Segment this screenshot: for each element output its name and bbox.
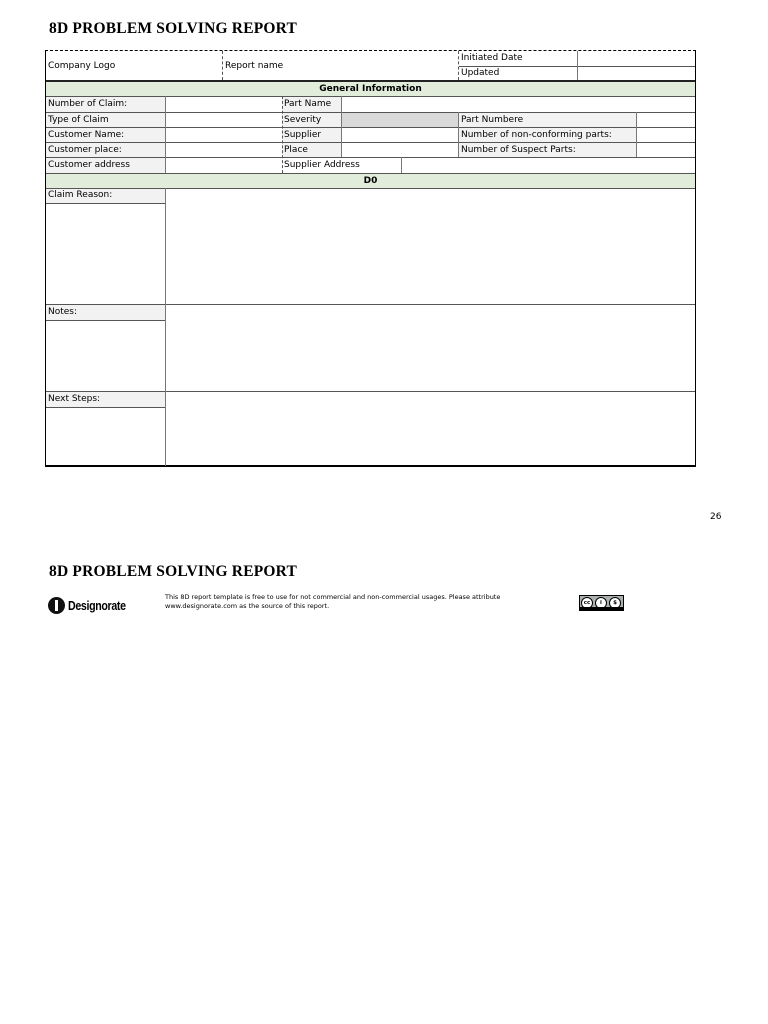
section-general-information: General Information (46, 82, 695, 96)
grid-line (46, 80, 695, 82)
supplier-input[interactable] (341, 128, 459, 143)
initiated-date-value[interactable] (577, 51, 695, 66)
grid-line (46, 391, 695, 392)
grid-line (46, 157, 695, 158)
place-label: Place (282, 143, 341, 158)
part-numbere-input[interactable] (636, 113, 695, 128)
next-steps-input[interactable] (165, 392, 695, 465)
suspect-parts-label: Number of Suspect Parts: (459, 143, 636, 158)
non-conforming-parts-input[interactable] (636, 128, 695, 143)
grid-line (458, 112, 459, 157)
license-note: This 8D report template is free to use for not commercial and non-commercial usages. Please attribute www.designorate.com as the source of this report. (165, 593, 501, 610)
license-strip (580, 607, 623, 610)
designorate-logo-icon (48, 597, 65, 614)
grid-line (222, 51, 223, 80)
place-input[interactable] (341, 143, 459, 158)
grid-line (165, 188, 166, 466)
updated-label: Updated (461, 68, 500, 78)
footer-title: 8D PROBLEM SOLVING REPORT (49, 563, 298, 580)
notes-label: Notes: (46, 305, 165, 320)
customer-address-label: Customer address (46, 158, 165, 173)
grid-line (282, 96, 283, 173)
grid-line (46, 304, 695, 305)
cc-icon: cc (581, 597, 593, 609)
creative-commons-icon[interactable] (579, 595, 624, 611)
attribution-icon: i (595, 597, 607, 609)
part-numbere-label: Part Numbere (459, 113, 636, 128)
noncommercial-icon: $ (609, 597, 621, 609)
grid-line (46, 173, 695, 174)
updated-value[interactable] (577, 66, 695, 81)
part-name-input[interactable] (341, 97, 695, 112)
claim-reason-input[interactable] (165, 188, 695, 304)
grid-line (165, 96, 166, 173)
type-of-claim-label: Type of Claim (46, 113, 165, 128)
grid-line (46, 142, 695, 143)
part-name-label: Part Name (282, 97, 341, 112)
customer-name-label: Customer Name: (46, 128, 165, 143)
report-form (45, 50, 696, 467)
number-of-claim-label: Number of Claim: (46, 97, 165, 112)
customer-place-input[interactable] (165, 143, 282, 158)
grid-line (577, 51, 578, 80)
customer-place-label: Customer place: (46, 143, 165, 158)
type-of-claim-input[interactable] (165, 113, 282, 128)
company-logo-field[interactable]: Company Logo (48, 61, 116, 71)
severity-label: Severity (282, 113, 341, 128)
supplier-label: Supplier (282, 128, 341, 143)
non-conforming-parts-label: Number of non-conforming parts: (459, 128, 636, 143)
notes-input[interactable] (165, 305, 695, 391)
grid-line (636, 112, 637, 157)
brand-name: Designorate (68, 598, 126, 613)
initiated-date-label: Initiated Date (461, 53, 523, 63)
grid-line (401, 157, 402, 173)
report-title: 8D PROBLEM SOLVING REPORT (49, 20, 298, 37)
severity-input[interactable] (341, 113, 458, 128)
supplier-address-input[interactable] (401, 158, 695, 173)
supplier-address-label: Supplier Address (284, 160, 360, 170)
grid-line (46, 127, 695, 128)
grid-line (341, 96, 342, 157)
customer-name-input[interactable] (165, 128, 282, 143)
claim-reason-label: Claim Reason: (46, 188, 165, 203)
next-steps-label: Next Steps: (46, 392, 165, 407)
grid-line (46, 320, 165, 321)
report-name-field[interactable]: Report name (225, 61, 284, 71)
grid-line (46, 96, 695, 97)
grid-line (46, 407, 165, 408)
suspect-parts-input[interactable] (636, 143, 695, 158)
grid-line (46, 203, 165, 204)
grid-line (458, 51, 459, 80)
number-of-claim-input[interactable] (165, 97, 282, 112)
grid-line (46, 112, 695, 113)
customer-address-input[interactable] (165, 158, 282, 173)
section-d0: D0 (46, 174, 695, 188)
page-number: 26 (710, 512, 722, 522)
grid-line (46, 188, 695, 189)
designorate-logo (48, 597, 136, 614)
